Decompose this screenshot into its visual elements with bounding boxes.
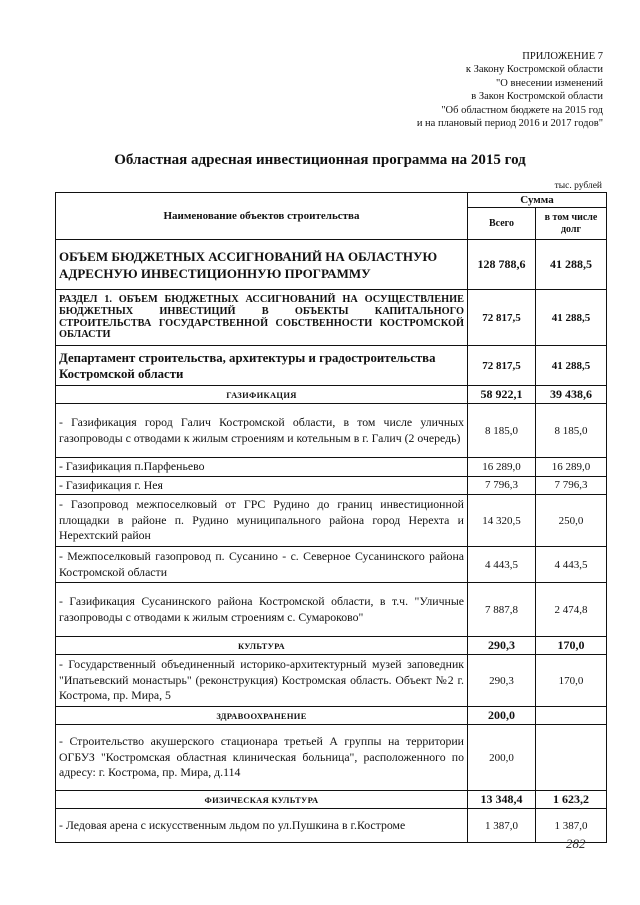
table-row [56, 404, 607, 458]
row-debt: 41 288,5 [536, 290, 607, 346]
annex-line: к Закону Костромской области [465, 64, 603, 76]
table-row [56, 583, 607, 637]
table-body [56, 240, 607, 843]
column-header-sum: Сумма [468, 193, 607, 208]
annex-line: ПРИЛОЖЕНИЕ 7 [522, 51, 603, 62]
annex-header [303, 50, 603, 130]
row-name: - Строительство акушерского стационара третьей А группы на территории ОГБУЗ "Костромская областная клиническая больница", расположенного по адресу: г. Кострома, пр. Мира, д.114 [56, 725, 468, 791]
document-title: Областная адресная инвестиционная программа на 2015 год [114, 152, 526, 168]
annex-line: "О внесении изменений [496, 77, 603, 89]
row-total: 13 348,4 [468, 791, 536, 809]
table-row [56, 707, 607, 725]
row-debt: 170,0 [536, 655, 607, 707]
row-debt: 16 289,0 [536, 458, 607, 477]
column-header-name: Наименование объектов строительства [56, 193, 468, 240]
table-row [56, 290, 607, 346]
row-name: - Газификация г. Нея [56, 476, 468, 495]
row-debt [536, 725, 607, 791]
units-label: тыс. рублей [554, 181, 602, 191]
row-name: - Государственный объединенный историко-архитектурный музей заповедник "Ипатьевский монастырь" (реконструкция) Костромская область. Объект №2 г. Кострома, пр. Мира, 5 [56, 655, 468, 707]
row-name: - Газопровод межпоселковый от ГРС Рудино до границ инвестиционной площадки в районе п. Рудино муниципального района город Нерехта и Нерехтский район [56, 495, 468, 547]
row-name: Департамент строительства, архитектуры и градостроительства Костромской области [56, 346, 468, 386]
row-total: 200,0 [468, 707, 536, 725]
row-debt: 7 796,3 [536, 476, 607, 495]
row-total: 58 922,1 [468, 386, 536, 404]
row-total: 72 817,5 [468, 290, 536, 346]
row-name: ЗДРАВООХРАНЕНИЕ [56, 707, 468, 725]
row-total: 72 817,5 [468, 346, 536, 386]
row-debt: 41 288,5 [536, 346, 607, 386]
row-total: 14 320,5 [468, 495, 536, 547]
row-debt: 41 288,5 [536, 240, 607, 290]
table-row [56, 791, 607, 809]
column-header-total: Всего [468, 208, 536, 240]
row-total: 1 387,0 [468, 809, 536, 843]
row-debt: 1 623,2 [536, 791, 607, 809]
row-name: - Межпоселковый газопровод п. Сусанино - с. Северное Сусанинского района Костромской области [56, 547, 468, 583]
table-row [56, 547, 607, 583]
row-name: ОБЪЕМ БЮДЖЕТНЫХ АССИГНОВАНИЙ НА ОБЛАСТНУЮ АДРЕСНУЮ ИНВЕСТИЦИОННУЮ ПРОГРАММУ [56, 240, 468, 290]
row-name: - Ледовая арена с искусственным льдом по ул.Пушкина в г.Костроме [56, 809, 468, 843]
row-total: 8 185,0 [468, 404, 536, 458]
row-total: 128 788,6 [468, 240, 536, 290]
table-row [56, 495, 607, 547]
row-debt [536, 707, 607, 725]
row-name: - Газификация город Галич Костромской области, в том числе уличных газопроводы с отводами к жилым строениям и котельным в г. Галич (2 очередь) [56, 404, 468, 458]
row-debt: 2 474,8 [536, 583, 607, 637]
row-name: КУЛЬТУРА [56, 637, 468, 655]
table-row [56, 240, 607, 290]
row-name: ФИЗИЧЕСКАЯ КУЛЬТУРА [56, 791, 468, 809]
table-row [56, 346, 607, 386]
row-name: - Газификация п.Парфеньево [56, 458, 468, 477]
row-name: ГАЗИФИКАЦИЯ [56, 386, 468, 404]
row-debt: 4 443,5 [536, 547, 607, 583]
row-debt: 8 185,0 [536, 404, 607, 458]
table-header-row [56, 193, 607, 208]
row-name: РАЗДЕЛ 1. ОБЪЕМ БЮДЖЕТНЫХ АССИГНОВАНИЙ НА ОСУЩЕСТВЛЕНИЕ БЮДЖЕТНЫХ ИНВЕСТИЦИЙ В ОБЪЕКТЫ КАПИТАЛЬНОГО СТРОИТЕЛЬСТВА ГОСУДАРСТВЕННОЙ СОБСТВЕННОСТИ КОСТРОМСКОЙ ОБЛАСТИ [56, 290, 468, 346]
table-row [56, 809, 607, 843]
investment-table [55, 192, 607, 843]
row-debt: 39 438,6 [536, 386, 607, 404]
row-total: 7 887,8 [468, 583, 536, 637]
annex-line: в Закон Костромской области [471, 91, 603, 103]
column-header-debt: в том числе долг [536, 208, 607, 240]
row-name: - Газификация Сусанинского района Костромской области, в т.ч. "Уличные газопроводы с отводами к жилым строениям с. Сумароково" [56, 583, 468, 637]
table-row [56, 386, 607, 404]
annex-line: "Об областном бюджете на 2015 год [441, 104, 603, 116]
page-number-note: 282 [566, 836, 586, 851]
row-total: 200,0 [468, 725, 536, 791]
row-total: 290,3 [468, 637, 536, 655]
table-row [56, 637, 607, 655]
annex-line: и на плановый период 2016 и 2017 годов" [416, 118, 603, 130]
row-total: 16 289,0 [468, 458, 536, 477]
row-debt: 170,0 [536, 637, 607, 655]
table-row [56, 725, 607, 791]
row-total: 7 796,3 [468, 476, 536, 495]
row-total: 290,3 [468, 655, 536, 707]
row-debt: 1 387,0 [536, 809, 607, 843]
table-row [56, 655, 607, 707]
row-total: 4 443,5 [468, 547, 536, 583]
table-row [56, 458, 607, 477]
table-row [56, 476, 607, 495]
row-debt: 250,0 [536, 495, 607, 547]
